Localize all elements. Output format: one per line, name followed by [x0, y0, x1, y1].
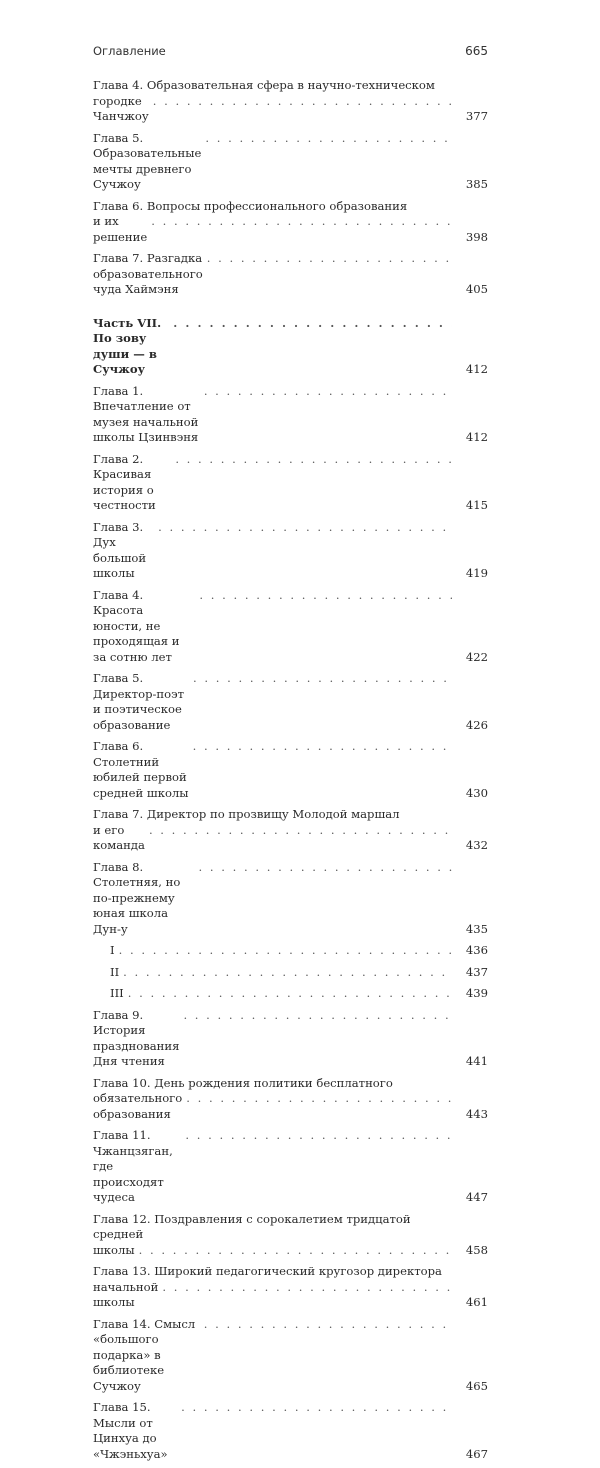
toc-entry-title: Глава 1. Впечатление от музея начальной школы Цзинвэня	[93, 383, 199, 444]
toc-entry-page: 412	[465, 362, 488, 376]
dot-leader	[205, 131, 452, 147]
toc-subentry	[93, 965, 488, 981]
toc-entry-title: Глава 14. Смысл «большого подарка» в библиотеке Сучжоу	[93, 1316, 196, 1393]
toc-entry-title: Часть VII. По зову души — в Сучжоу	[93, 315, 162, 376]
toc-entry-page: 443	[465, 1106, 488, 1121]
toc-entry-page: 437	[465, 964, 488, 979]
toc-entry-page: 398	[465, 229, 488, 244]
toc-entry-first-line: Глава 6. Вопросы профессионального образования	[93, 198, 408, 213]
toc-entry	[93, 588, 488, 666]
dot-leader	[181, 1400, 452, 1416]
toc-entry-title: Глава 2. Красивая история о честности	[93, 451, 156, 512]
toc-entry-title: и их решение	[93, 214, 148, 244]
toc-entry-title: Глава 15. Мысли от Цинхуа до «Чжэньхуа»	[93, 1400, 168, 1461]
toc-entry-page: 441	[465, 1054, 488, 1068]
toc-entry-title: обязательного образования	[93, 1091, 183, 1121]
toc-entry	[93, 1400, 488, 1462]
toc-entry-page: 430	[465, 785, 488, 800]
toc-entry	[93, 384, 488, 446]
dot-leader	[193, 739, 452, 755]
toc-entry-page: 405	[465, 282, 488, 296]
toc-entry-page: 436	[465, 943, 488, 957]
toc-entry	[93, 1317, 488, 1395]
dot-leader	[149, 823, 452, 839]
toc-entry	[93, 251, 488, 298]
dot-leader	[186, 1091, 452, 1107]
toc-entry	[93, 78, 488, 125]
dot-leader	[158, 520, 452, 536]
toc-entry-page: 447	[465, 1190, 488, 1204]
toc-entry-title: Глава 6. Столетний юбилей первой средней школы	[93, 739, 189, 800]
dot-leader	[185, 1128, 452, 1144]
toc-entry-page: 385	[465, 177, 488, 191]
page-number: 665	[465, 44, 488, 58]
toc-subentry	[93, 986, 488, 1002]
dot-leader	[199, 588, 452, 604]
toc-entry-title: городке Чанчжоу	[93, 93, 149, 123]
table-of-contents	[93, 78, 488, 1468]
toc-entry-page: 461	[465, 1295, 488, 1309]
toc-entry	[93, 1128, 488, 1206]
dot-leader	[207, 251, 452, 267]
dot-leader	[193, 671, 452, 687]
toc-entry-page: 426	[465, 717, 488, 732]
dot-leader	[162, 1280, 452, 1296]
dot-leader	[128, 986, 452, 1002]
toc-entry-page: 435	[465, 921, 488, 936]
toc-entry-title: Глава 8. Столетняя, но по-прежнему юная школа Дун-у	[93, 859, 181, 936]
dot-leader	[153, 94, 452, 110]
dot-leader	[151, 214, 452, 230]
toc-entry-title: Глава 11. Чжанцзяган, где происходят чудеса	[93, 1128, 173, 1204]
toc-entry-title: III	[110, 986, 124, 1000]
toc-entry-page: 467	[465, 1446, 488, 1461]
toc-entry-page: 422	[465, 649, 488, 664]
toc-entry-title: I	[110, 943, 115, 957]
toc-entry-title: Глава 3. Дух большой школы	[93, 519, 147, 580]
toc-entry-title: II	[110, 964, 120, 979]
toc-entry-page: 377	[465, 109, 488, 123]
toc-entry	[93, 1212, 488, 1259]
dot-leader	[119, 943, 452, 959]
toc-entry	[93, 807, 488, 854]
dot-leader	[204, 1317, 452, 1333]
toc-entry-page: 432	[465, 838, 488, 852]
dot-leader	[123, 965, 452, 981]
toc-entry	[93, 520, 488, 582]
toc-entry	[93, 671, 488, 733]
toc-entry	[93, 1076, 488, 1123]
dot-leader	[175, 452, 452, 468]
toc-part-heading	[93, 316, 488, 378]
toc-entry-title: Глава 5. Образовательные мечты древнего Сучжоу	[93, 130, 202, 191]
toc-entry	[93, 452, 488, 514]
toc-entry-first-line: Глава 12. Поздравления с сорокалетием тридцатой средней	[93, 1211, 411, 1241]
dot-leader	[139, 1243, 452, 1259]
toc-entry-title: Глава 5. Директор-поэт и поэтическое образование	[93, 671, 185, 732]
toc-entry-title: начальной школы	[93, 1279, 159, 1309]
toc-entry	[93, 131, 488, 193]
toc-subentry	[93, 943, 488, 959]
dot-leader	[204, 384, 452, 400]
toc-entry-title: школы	[93, 1242, 135, 1257]
toc-entry-first-line: Глава 13. Широкий педагогический кругозор директора	[93, 1264, 442, 1278]
toc-entry	[93, 860, 488, 938]
running-title: Оглавление	[93, 44, 166, 58]
toc-entry-page: 412	[465, 430, 488, 444]
toc-entry-page: 439	[465, 986, 488, 1000]
toc-entry-title: и его команда	[93, 822, 145, 852]
toc-entry	[93, 199, 488, 246]
toc-entry-page: 415	[465, 498, 488, 512]
dot-leader	[183, 1008, 452, 1024]
toc-entry-page: 419	[465, 566, 488, 580]
toc-entry	[93, 1008, 488, 1070]
toc-entry-page: 465	[465, 1378, 488, 1393]
toc-entry-title: Глава 7. Разгадка образовательного чуда Хаймэня	[93, 251, 203, 296]
toc-entry-first-line: Глава 10. День рождения политики бесплатного	[93, 1075, 393, 1090]
dot-leader	[198, 860, 452, 876]
toc-entry	[93, 1264, 488, 1311]
toc-entry-title: Глава 9. История празднования Дня чтения	[93, 1007, 180, 1068]
toc-entry-first-line: Глава 4. Образовательная сфера в научно-техническом	[93, 78, 435, 92]
toc-entry-title: Глава 4. Красота юности, не проходящая и за сотню лет	[93, 587, 180, 664]
toc-entry-first-line: Глава 7. Директор по прозвищу Молодой маршал	[93, 807, 400, 821]
toc-entry	[93, 739, 488, 801]
dot-leader	[173, 316, 452, 332]
toc-entry-page: 458	[465, 1242, 488, 1257]
